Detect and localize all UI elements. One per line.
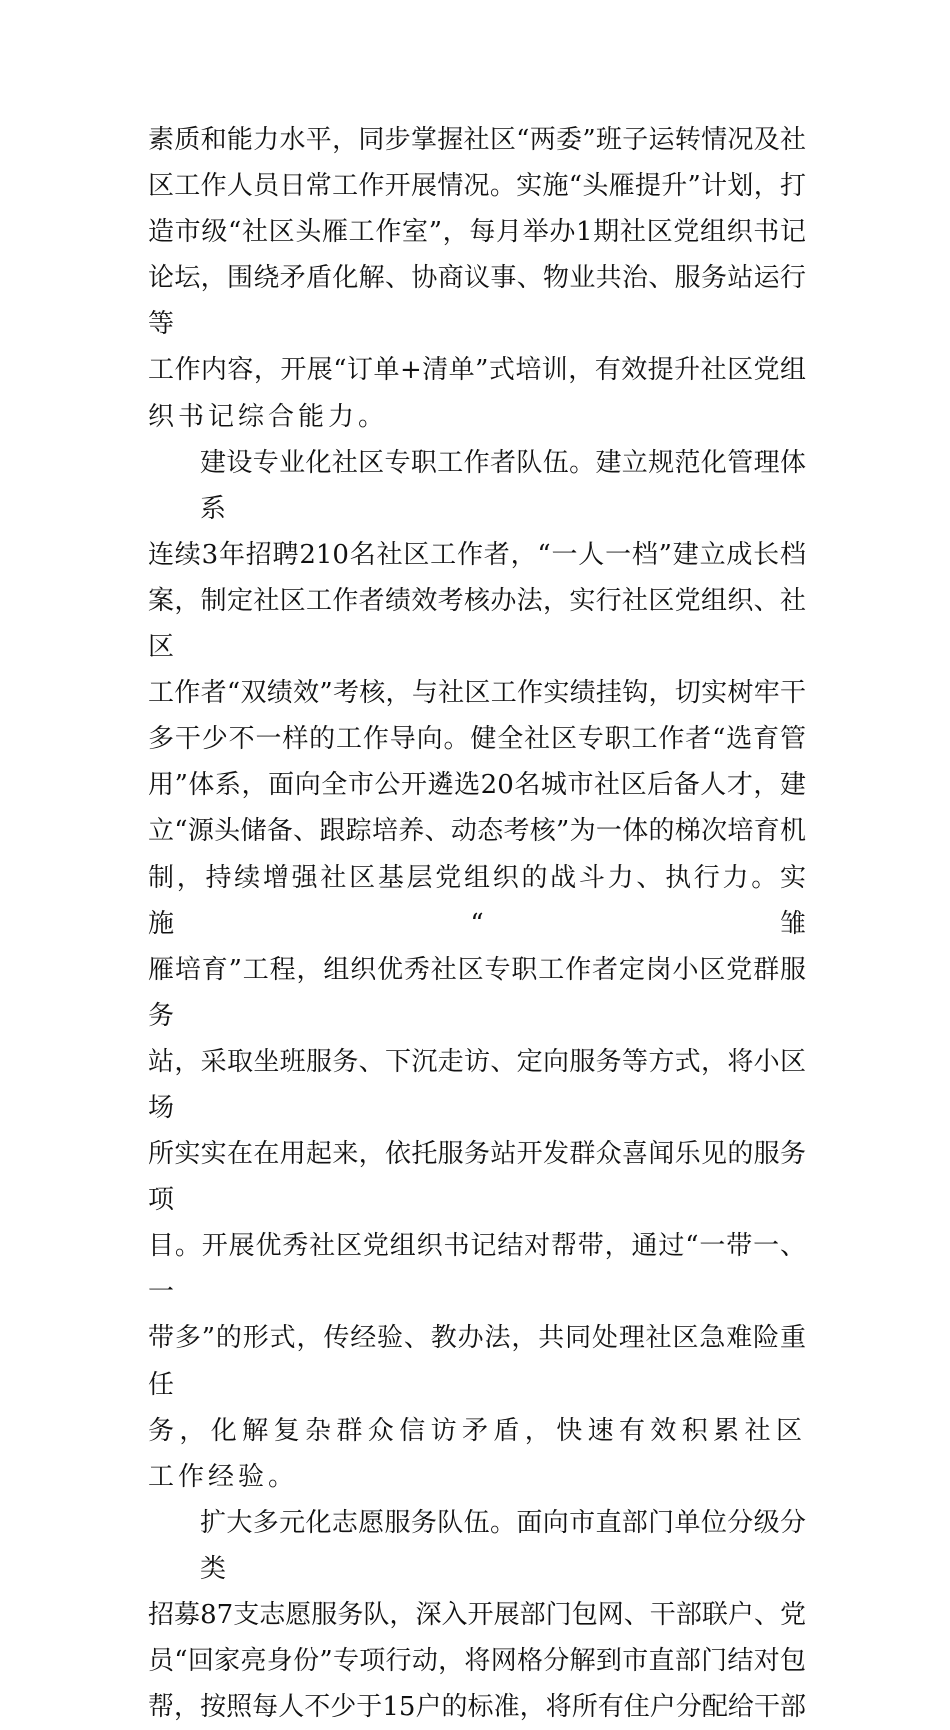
text-line: 多干少不一样的工作导向。健全社区专职工作者“选育管 (148, 724, 806, 755)
text-line: 工作内容，开展“订单+清单”式培训，有效提升社区党组 (148, 355, 806, 386)
text-line: 目。开展优秀社区党组织书记结对帮带，通过“一带一、一 (148, 1231, 806, 1308)
text-line: 素质和能力水平，同步掌握社区“两委”班子运转情况及社 (148, 125, 806, 155)
text-line: 帮，按照每人不少于15户的标准，将所有住户分配给干部 (148, 1692, 806, 1723)
text-line: 连续3年招聘210名社区工作者，“一人一档”建立成长档 (148, 539, 806, 570)
text-line: 论坛，围绕矛盾化解、协商议事、物业共治、服务站运行等 (148, 263, 806, 340)
text-line: 扩大多元化志愿服务队伍。面向市直部门单位分级分类 (200, 1507, 806, 1584)
text-line: 雁培育”工程，组织优秀社区专职工作者定岗小区党群服务 (148, 954, 806, 1031)
text-line: 造市级“社区头雁工作室”，每月举办1期社区党组织书记 (148, 217, 806, 248)
text-line: 区工作人员日常工作开展情况。实施“头雁提升”计划，打 (148, 171, 806, 202)
text-line: 站，采取坐班服务、下沉走访、定向服务等方式，将小区场 (148, 1046, 806, 1123)
text-line: 员“回家亮身份”专项行动，将网格分解到市直部门结对包 (148, 1646, 806, 1677)
paragraph (148, 117, 806, 440)
text-line: 建设专业化社区专职工作者队伍。建立规范化管理体系 (200, 447, 806, 524)
paragraph (148, 440, 806, 1500)
text-line: 织书记综合能力。 (148, 401, 389, 432)
text-line: 工作者“双绩效”考核，与社区工作实绩挂钩，切实树牢干 (148, 678, 806, 709)
text-line: 带多”的形式，传经验、教办法，共同处理社区急难险重任 (148, 1323, 806, 1400)
text-line: 立“源头储备、跟踪培养、动态考核”为一体的梯次培育机 (148, 816, 806, 847)
paragraph (148, 1500, 806, 1730)
text-line: 制，持续增强社区基层党组织的战斗力、执行力。实施“雏 (148, 862, 806, 939)
text-line: 用”体系，面向全市公开遴选20名城市社区后备人才，建 (148, 770, 806, 801)
text-line: 务，化解复杂群众信访矛盾，快速有效积累社区工作经验。 (148, 1415, 806, 1492)
text-line: 招募87支志愿服务队，深入开展部门包网、干部联户、党 (148, 1600, 806, 1630)
text-line: 所实实在在用起来，依托服务站开发群众喜闻乐见的服务项 (148, 1139, 806, 1216)
text-line: 案，制定社区工作者绩效考核办法，实行社区党组织、社区 (148, 585, 806, 663)
document-page (148, 117, 806, 1730)
